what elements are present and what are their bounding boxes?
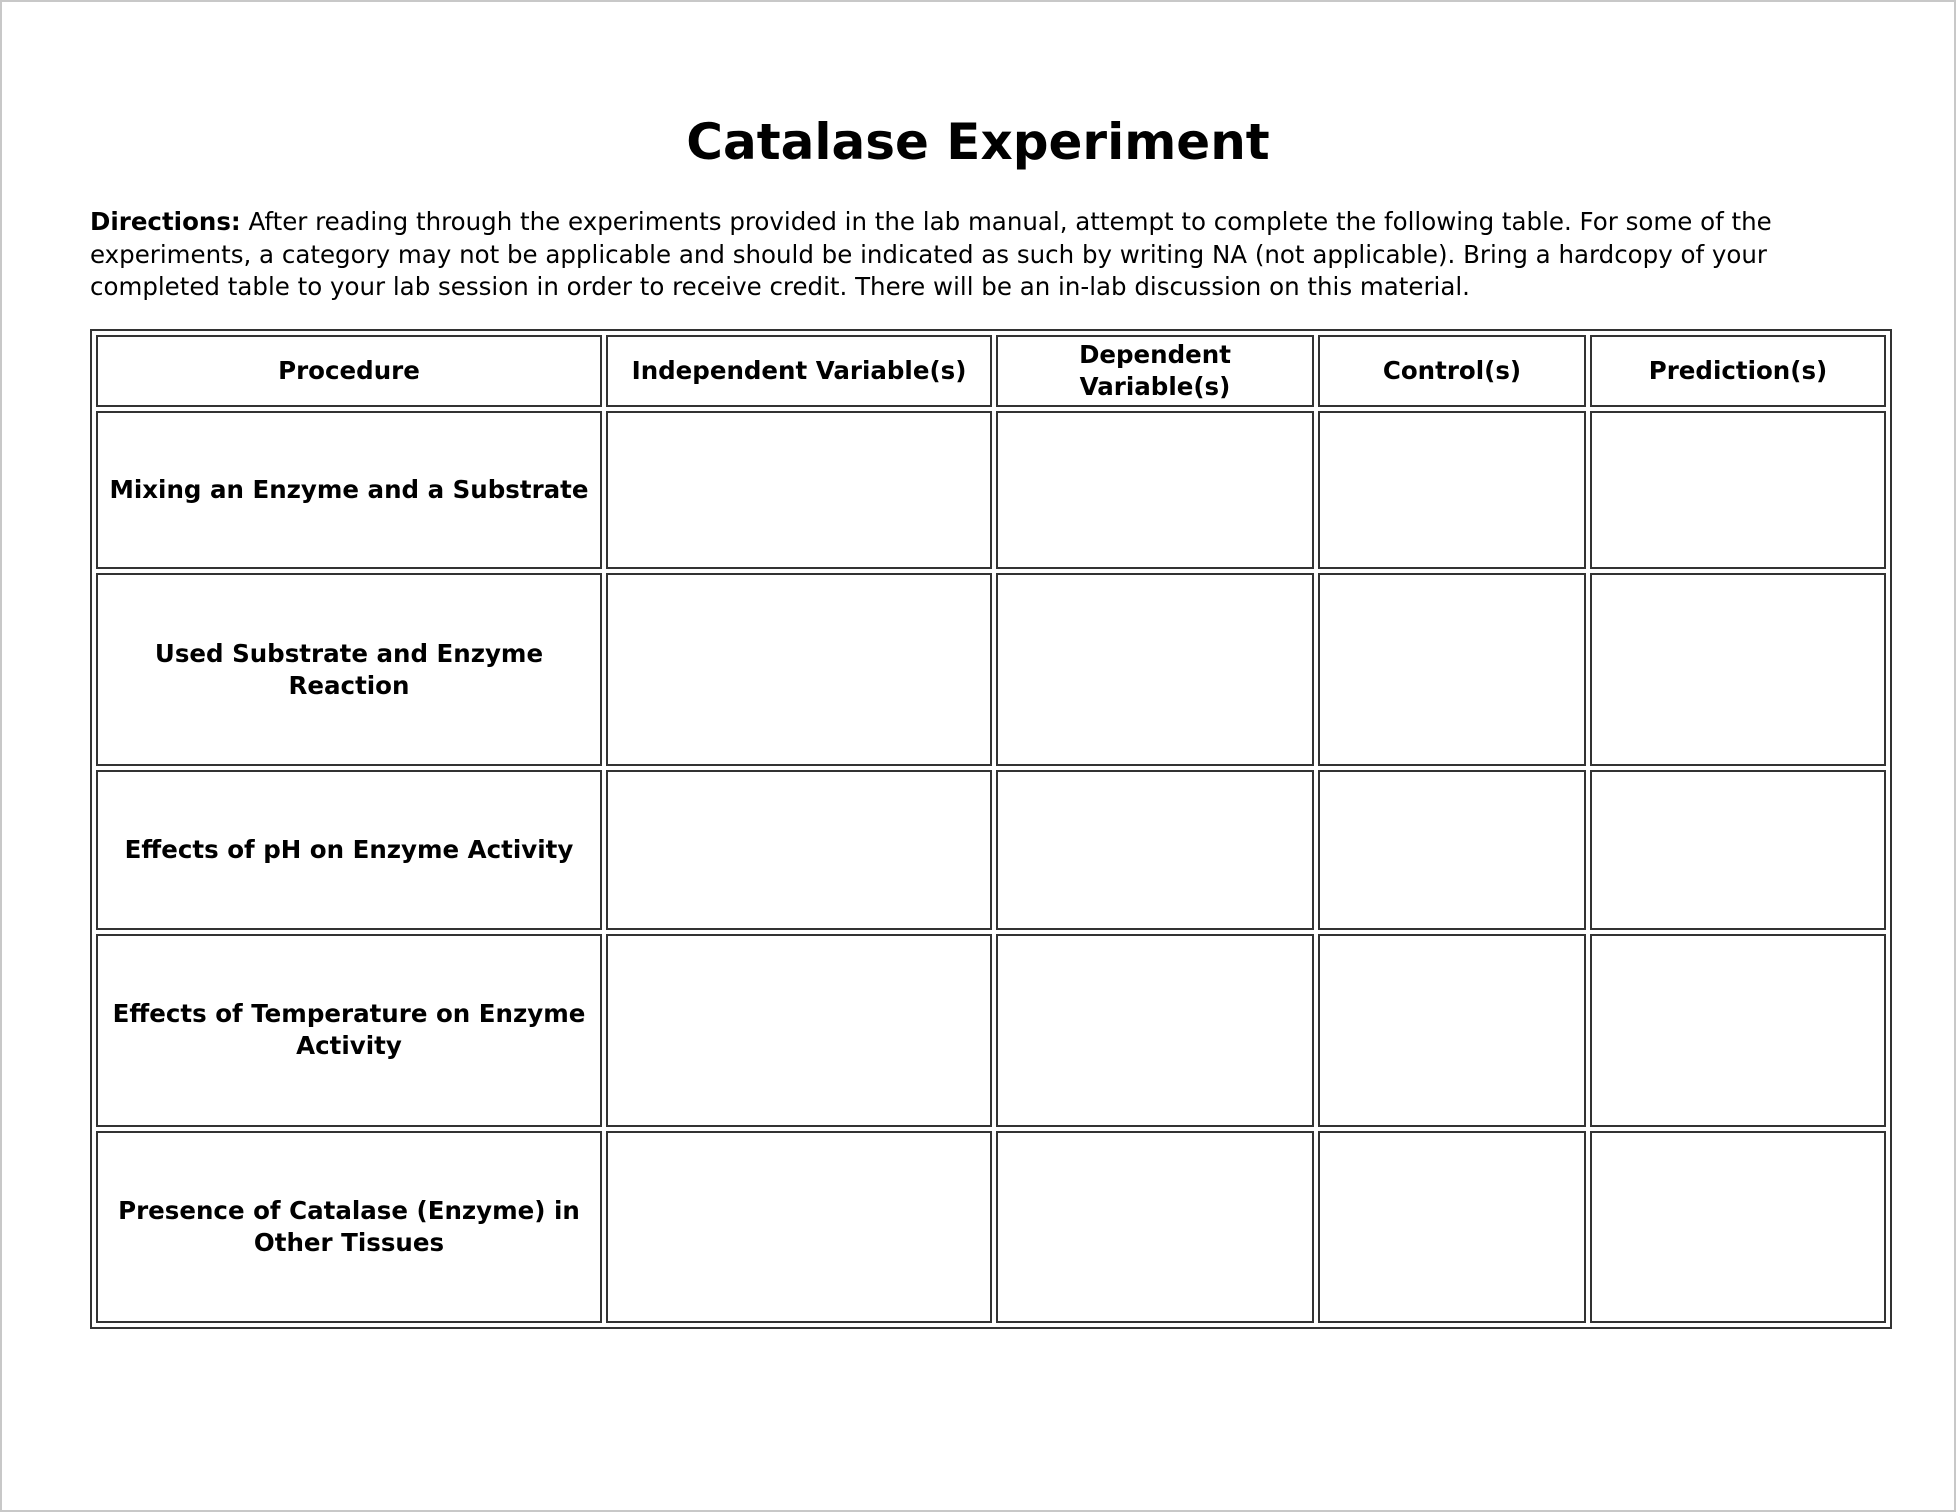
directions-text: After reading through the experiments provided in the lab manual, attempt to complete the following table. For some of the experiments, a category may not be applicable and should be indicated as such by writing NA (not applicable). Bring a hardcopy of your completed table to your lab session in order to receive credit. There will be an in-lab discussion on this material. xyxy=(90,207,1772,301)
dependent-variable-cell[interactable] xyxy=(996,770,1314,930)
independent-variable-cell[interactable] xyxy=(606,1131,992,1323)
table-row xyxy=(96,1131,1886,1323)
independent-variable-cell[interactable] xyxy=(606,411,992,569)
procedure-cell: Used Substrate and Enzyme Reaction xyxy=(96,573,602,765)
table-row xyxy=(96,411,1886,569)
independent-variable-cell[interactable] xyxy=(606,770,992,930)
prediction-cell[interactable] xyxy=(1590,1131,1886,1323)
control-cell[interactable] xyxy=(1318,770,1586,930)
directions-paragraph xyxy=(90,206,1890,304)
dependent-variable-cell[interactable] xyxy=(996,1131,1314,1323)
header-procedure: Procedure xyxy=(96,335,602,407)
header-dependent-variables: Dependent Variable(s) xyxy=(996,335,1314,407)
header-predictions: Prediction(s) xyxy=(1590,335,1886,407)
table-row xyxy=(96,573,1886,765)
page-title: Catalase Experiment xyxy=(686,113,1270,171)
prediction-cell[interactable] xyxy=(1590,934,1886,1126)
procedure-cell: Presence of Catalase (Enzyme) in Other Tissues xyxy=(96,1131,602,1323)
control-cell[interactable] xyxy=(1318,411,1586,569)
dependent-variable-cell[interactable] xyxy=(996,934,1314,1126)
dependent-variable-cell[interactable] xyxy=(996,411,1314,569)
prediction-cell[interactable] xyxy=(1590,573,1886,765)
control-cell[interactable] xyxy=(1318,573,1586,765)
independent-variable-cell[interactable] xyxy=(606,934,992,1126)
prediction-cell[interactable] xyxy=(1590,411,1886,569)
dependent-variable-cell[interactable] xyxy=(996,573,1314,765)
table-row xyxy=(96,770,1886,930)
control-cell[interactable] xyxy=(1318,934,1586,1126)
header-row xyxy=(96,335,1886,407)
procedure-cell: Effects of Temperature on Enzyme Activity xyxy=(96,934,602,1126)
directions-label: Directions: xyxy=(90,207,241,236)
control-cell[interactable] xyxy=(1318,1131,1586,1323)
prediction-cell[interactable] xyxy=(1590,770,1886,930)
procedure-cell: Mixing an Enzyme and a Substrate xyxy=(96,411,602,569)
table-row xyxy=(96,934,1886,1126)
header-controls: Control(s) xyxy=(1318,335,1586,407)
header-independent-variables: Independent Variable(s) xyxy=(606,335,992,407)
procedure-cell: Effects of pH on Enzyme Activity xyxy=(96,770,602,930)
independent-variable-cell[interactable] xyxy=(606,573,992,765)
experiment-table xyxy=(90,329,1892,1329)
